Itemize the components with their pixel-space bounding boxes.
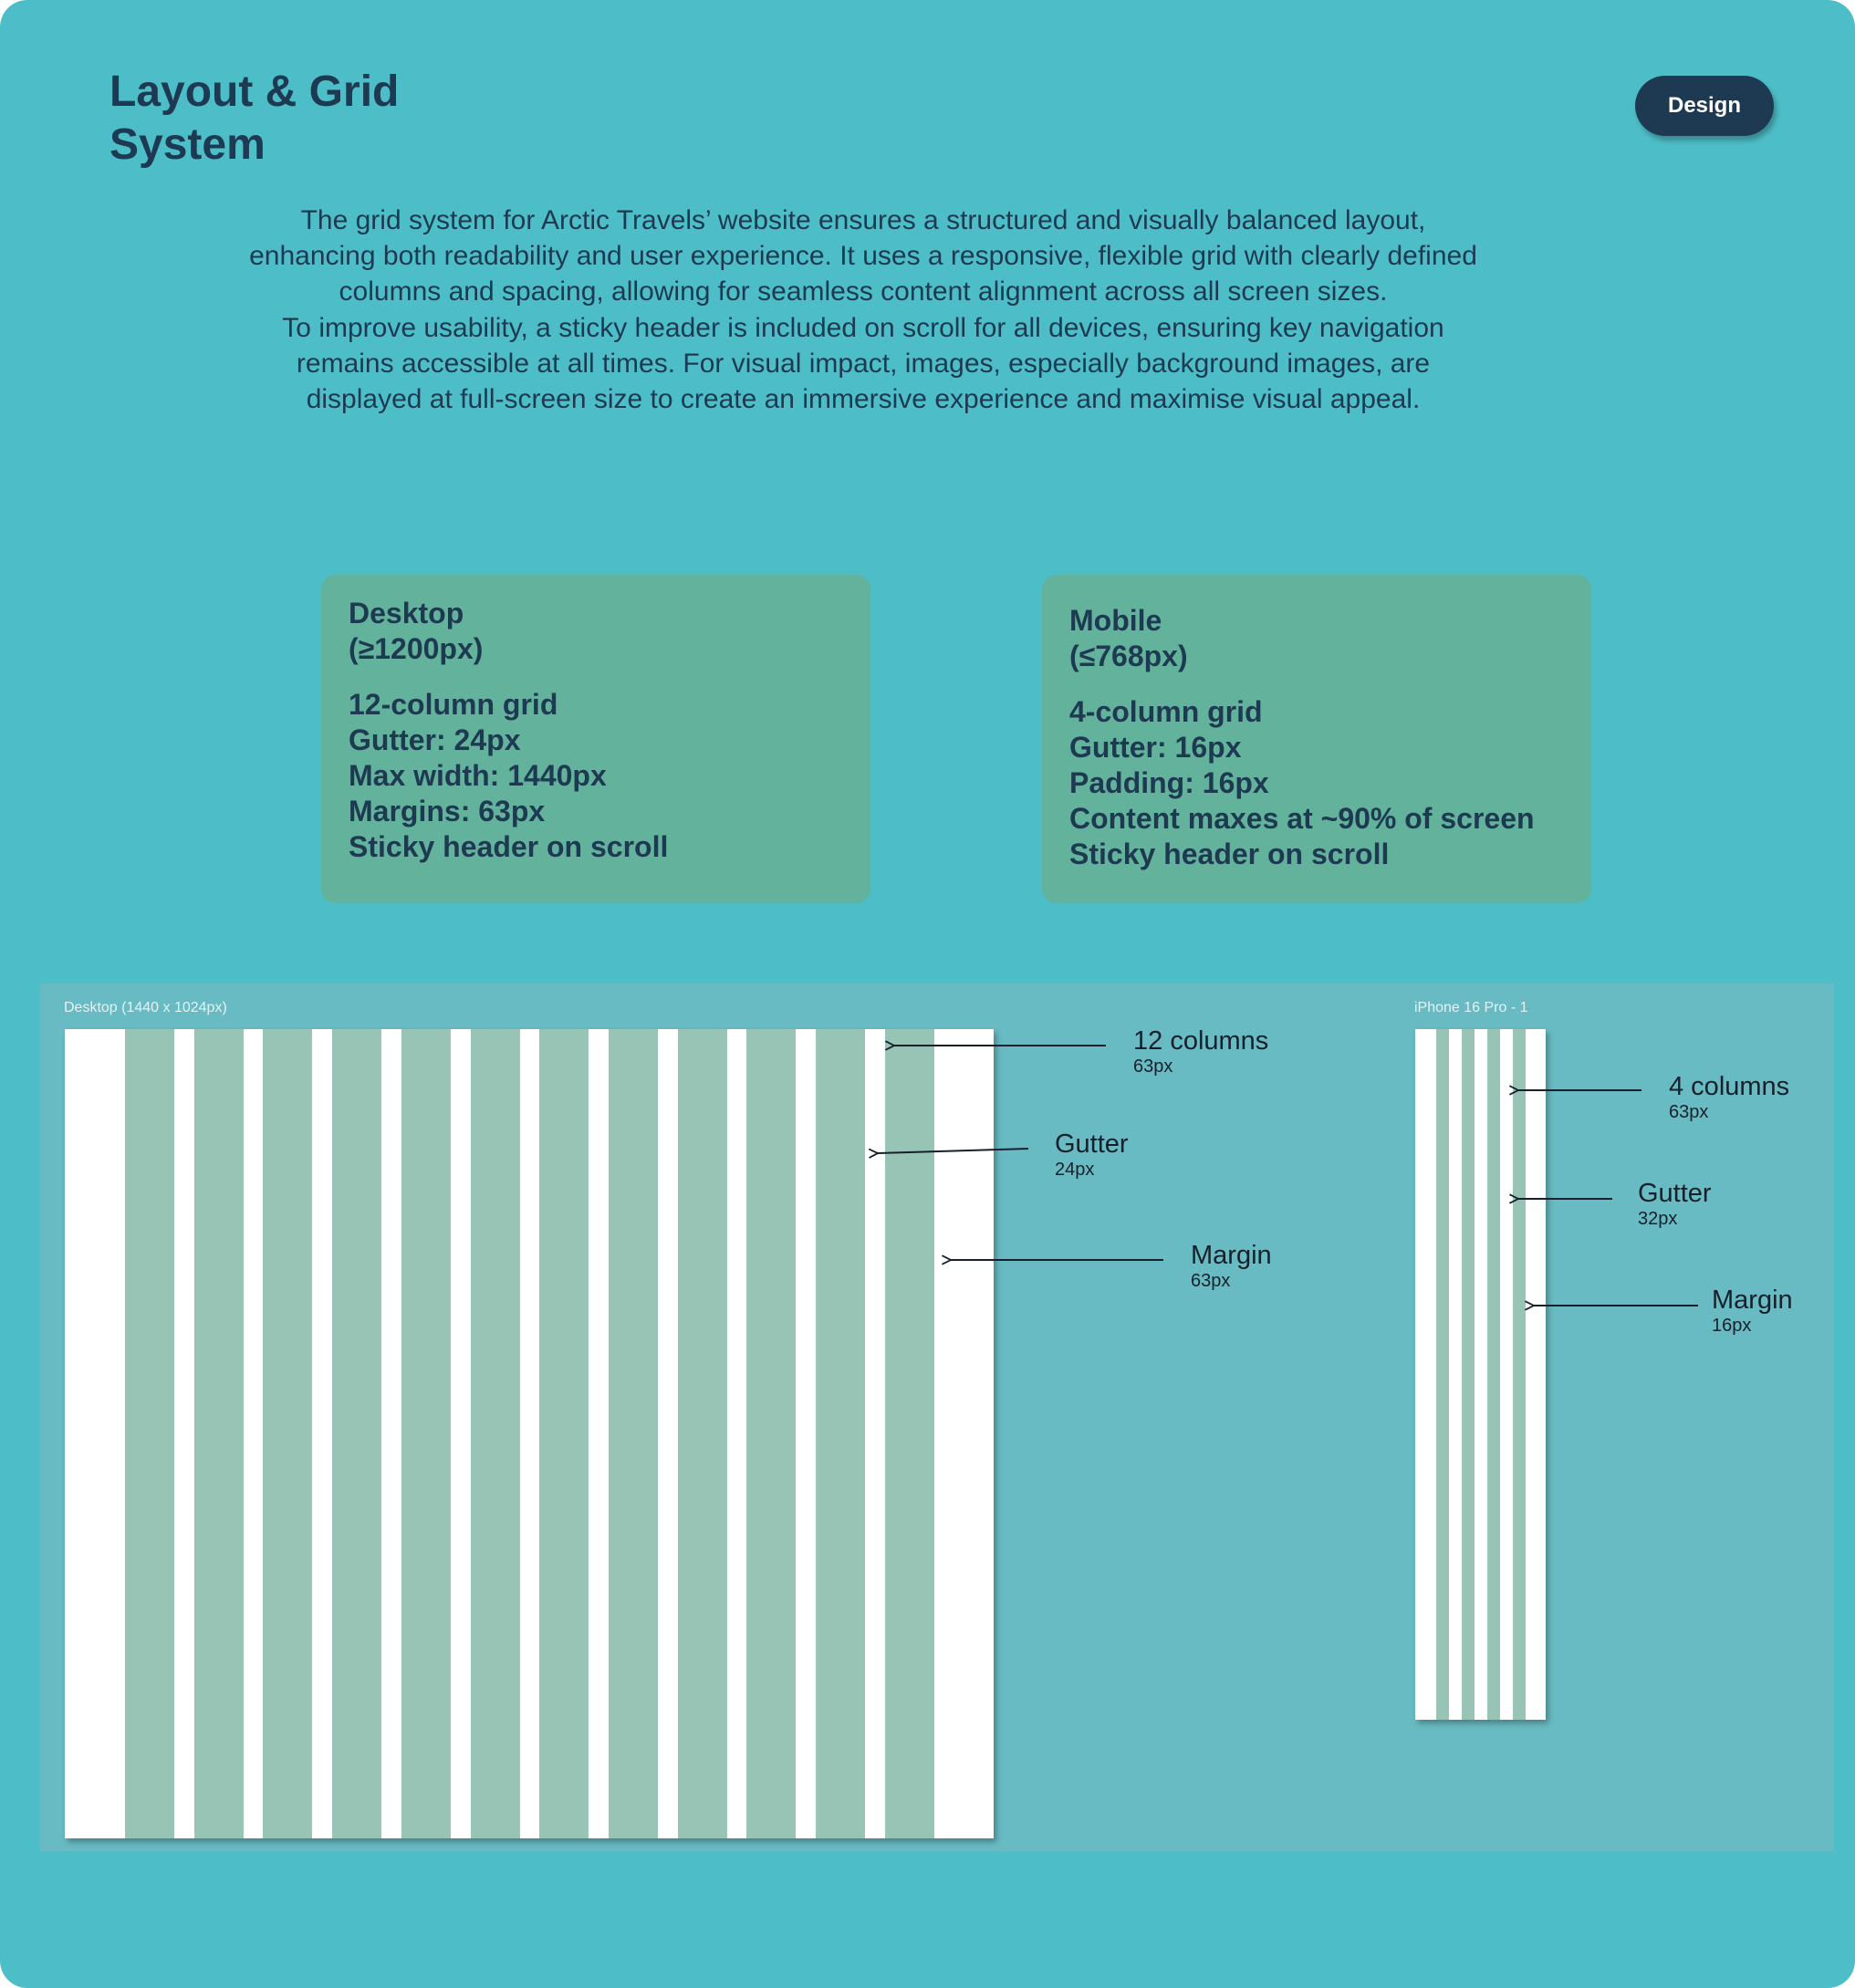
page-title-line-1: Layout & Grid <box>109 68 400 116</box>
mobile-spec-item: Padding: 16px <box>1069 766 1269 799</box>
mobile-spec-item: 4-column grid <box>1069 695 1263 728</box>
desktop-margin-callout <box>1191 1240 1272 1291</box>
mobile-spec-item: Sticky header on scroll <box>1069 838 1390 870</box>
desktop-spec-item: Margins: 63px <box>349 795 546 827</box>
desktop-gutter-callout-title: Gutter <box>1055 1129 1129 1159</box>
mobile-margin-callout <box>1712 1285 1793 1336</box>
mobile-columns-callout <box>1669 1071 1789 1122</box>
mobile-spec-card <box>1042 575 1591 903</box>
mobile-columns-callout-value: 63px <box>1669 1102 1709 1122</box>
desktop-card-title-line-2: (≥1200px) <box>349 632 484 665</box>
intro-paragraph-1: The grid system for Arctic Travels’ website ensures a structured and visually balanced layout, enhancing both readability and user experience. It uses a responsive, flexible grid with clearly defined columns and spacing, allowing for seamless content alignment across all screen sizes. <box>249 205 1477 307</box>
page-title-line-2: System <box>109 120 266 169</box>
mobile-card-title-line-2: (≤768px) <box>1069 640 1188 672</box>
desktop-spec-item: Sticky header on scroll <box>349 830 669 863</box>
intro-paragraph-2: To improve usability, a sticky header is included on scroll for all devices, ensuring key navigation remains accessible at all times. For visual impact, images, especially background images, are displayed at full-screen size to create an immersive experience and maximise visual appeal. <box>282 312 1444 415</box>
desktop-card-title-line-1: Desktop <box>349 597 464 630</box>
desktop-margin-callout-value: 63px <box>1191 1271 1231 1291</box>
mobile-gutter-callout-value: 32px <box>1638 1209 1678 1229</box>
mobile-gutter-callout <box>1638 1178 1712 1229</box>
grid-demo-panel <box>40 984 1834 1851</box>
desktop-spec-card <box>321 575 870 903</box>
desktop-columns-callout-title: 12 columns <box>1133 1026 1269 1056</box>
mobile-margin-callout-value: 16px <box>1712 1316 1752 1336</box>
mobile-spec-item: Gutter: 16px <box>1069 731 1242 764</box>
design-tag-button[interactable]: Design <box>1635 76 1774 136</box>
mobile-gutter-callout-title: Gutter <box>1638 1179 1712 1208</box>
desktop-margin-callout-title: Margin <box>1191 1241 1272 1270</box>
intro-text <box>237 203 1489 417</box>
desktop-gutter-callout-value: 24px <box>1055 1160 1095 1180</box>
annotation-arrows <box>40 984 1834 1851</box>
desktop-gutter-arrow <box>878 1149 1028 1153</box>
mobile-margin-callout-title: Margin <box>1712 1285 1793 1315</box>
desktop-spec-item: Max width: 1440px <box>349 759 607 792</box>
desktop-spec-item: 12-column grid <box>349 688 558 721</box>
desktop-frame-label: Desktop (1440 x 1024px) <box>64 1000 227 1015</box>
mobile-columns-callout-title: 4 columns <box>1669 1072 1790 1101</box>
mobile-card-title-line-1: Mobile <box>1069 604 1162 637</box>
desktop-spec-list <box>349 687 843 865</box>
desktop-columns-callout-value: 63px <box>1133 1056 1173 1077</box>
mobile-spec-list <box>1069 694 1564 872</box>
page-title <box>109 66 493 172</box>
desktop-spec-item: Gutter: 24px <box>349 723 521 756</box>
mobile-card-title <box>1069 603 1564 674</box>
desktop-columns-callout <box>1133 1025 1268 1077</box>
mobile-frame-label: iPhone 16 Pro - 1 <box>1414 1000 1528 1015</box>
desktop-card-title <box>349 596 843 667</box>
mobile-spec-item: Content maxes at ~90% of screen <box>1069 802 1535 835</box>
desktop-gutter-callout <box>1055 1129 1129 1180</box>
